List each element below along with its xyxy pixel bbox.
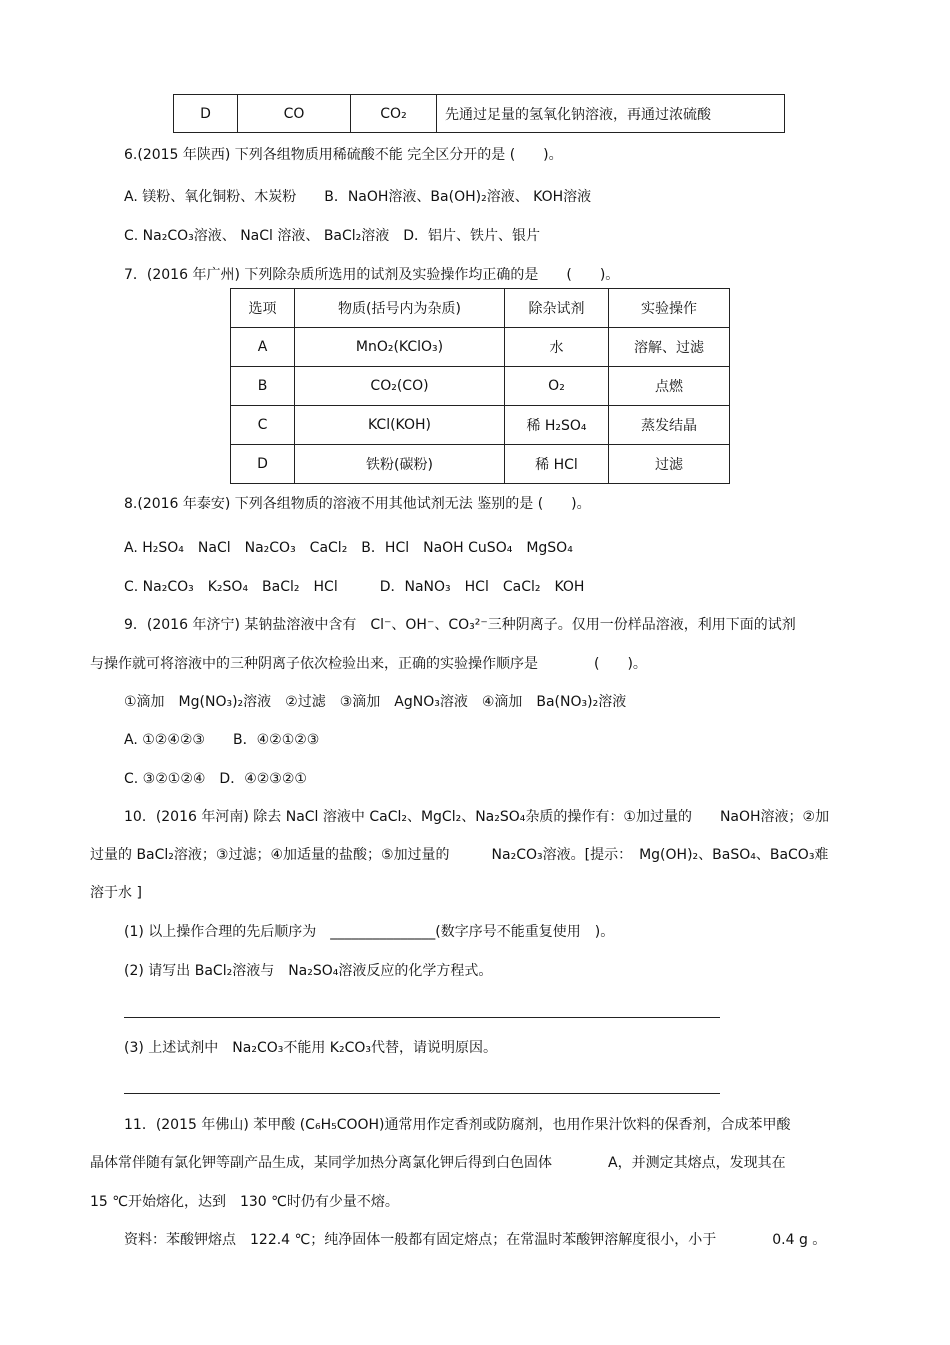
q8-stem: 8.(2016 年泰安) 下列各组物质的溶液不用其他试剂无法 鉴别的是 ( )。 [124,496,591,512]
table-cell: CO₂(CO) [295,367,505,406]
table-cell: MnO₂(KClO₃) [295,328,505,367]
q6-stem: 6.(2015 年陕西) 下列各组物质用稀硫酸不能 完全区分开的是 ( )。 [124,147,563,163]
table-cell: 稀 H₂SO₄ [505,406,609,445]
q7-stem: 7．(2016 年广州) 下列除杂质所选用的试剂及实验操作均正确的是 ( )。 [124,267,620,283]
table-cell: CO [238,95,351,133]
table-cell: 铁粉(碳粉) [295,445,505,484]
q9-operations: ①滴加 Mg(NO₃)₂溶液 ②过滤 ③滴加 AgNO₃溶液 ④滴加 Ba(NO₃)₂溶液 [124,694,627,710]
table-cell: 点燃 [609,367,730,406]
q9-option-cd: C. ③②①②④ D．④②③②① [124,771,307,787]
table-cell: D [231,445,295,484]
q6-option-cd: C. Na₂CO₃溶液、 NaCl 溶液、 BaCl₂溶液 D．铝片、铁片、银片 [124,228,541,244]
q8-option-ab: A. H₂SO₄ NaCl Na₂CO₃ CaCl₂ B．HCl NaOH CuSO₄ MgSO₄ [124,540,573,556]
table-cell: KCl(KOH) [295,406,505,445]
table-cell: 先通过足量的氢氧化钠溶液，再通过浓硫酸 [437,95,785,133]
table-row [231,367,730,406]
q10-stem-line2: 过量的 BaCl₂溶液；③过滤；④加适量的盐酸；⑤加过量的 Na₂CO₃溶液。[提示： Mg(OH)₂、BaSO₄、BaCO₃难 [90,847,829,863]
q9-stem-line1: 9．(2016 年济宁) 某钠盐溶液中含有 Cl⁻、OH⁻、CO₃²⁻三种阴离子。仅用一份样品溶液，利用下面的试剂 [124,617,796,633]
q11-line3: 15 ℃开始熔化，达到 130 ℃时仍有少量不熔。 [90,1194,399,1210]
q10-stem-line1: 10．(2016 年河南) 除去 NaCl 溶液中 CaCl₂、MgCl₂、Na₂SO₄杂质的操作有：①加过量的 NaOH溶液；②加 [124,809,830,825]
table-cell: D [174,95,238,133]
q10-stem-line3: 溶于水 ] [90,885,142,901]
q10-part3: (3) 上述试剂中 Na₂CO₃不能用 K₂CO₃代替，请说明原因。 [124,1040,498,1056]
previous-question-table [173,94,785,133]
table-cell: 溶解、过滤 [609,328,730,367]
column-header: 选项 [231,289,295,328]
table-cell: 水 [505,328,609,367]
q9-stem-line2: 与操作就可将溶液中的三种阴离子依次检验出来，正确的实验操作顺序是 ( )。 [90,656,647,672]
q6-option-ab: A. 镁粉、氧化铜粉、木炭粉 B．NaOH溶液、Ba(OH)₂溶液、 KOH溶液 [124,189,592,205]
table-cell: 稀 HCl [505,445,609,484]
table-cell: 过滤 [609,445,730,484]
q10-part1: (1) 以上操作合理的先后顺序为 _______________(数字序号不能重复使用 )。 [124,924,615,940]
q11-material-note: 资料：苯酸钾熔点 122.4 ℃；纯净固体一般都有固定熔点；在常温时苯酸钾溶解度很小，小于 0.4 g 。 [124,1232,827,1248]
answer-blank-line [124,1092,720,1094]
q10-part2: (2) 请写出 BaCl₂溶液与 Na₂SO₄溶液反应的化学方程式。 [124,963,493,979]
table-header-row [231,289,730,328]
table-row [231,406,730,445]
q11-line1: 11．(2015 年佛山) 苯甲酸 (C₆H₅COOH)通常用作定香剂或防腐剂，也用作果汁饮料的保香剂，合成苯甲酸 [124,1117,791,1133]
table-cell: A [231,328,295,367]
table-cell: 蒸发结晶 [609,406,730,445]
column-header: 除杂试剂 [505,289,609,328]
column-header: 物质(括号内为杂质) [295,289,505,328]
table-cell: O₂ [505,367,609,406]
table-row [231,445,730,484]
column-header: 实验操作 [609,289,730,328]
table-cell: CO₂ [351,95,437,133]
table-cell: C [231,406,295,445]
answer-blank-line [124,1016,720,1018]
q8-option-cd: C. Na₂CO₃ K₂SO₄ BaCl₂ HCl D．NaNO₃ HCl CaCl₂ KOH [124,579,585,595]
table-cell: B [231,367,295,406]
q9-option-ab: A. ①②④②③ B．④②①②③ [124,732,320,748]
table-row [231,328,730,367]
q11-line2: 晶体常伴随有氯化钾等副产品生成，某同学加热分离氯化钾后得到白色固体 A，并测定其熔点，发现其在 [90,1155,786,1171]
q7-table [230,288,730,484]
table-row [174,95,785,133]
